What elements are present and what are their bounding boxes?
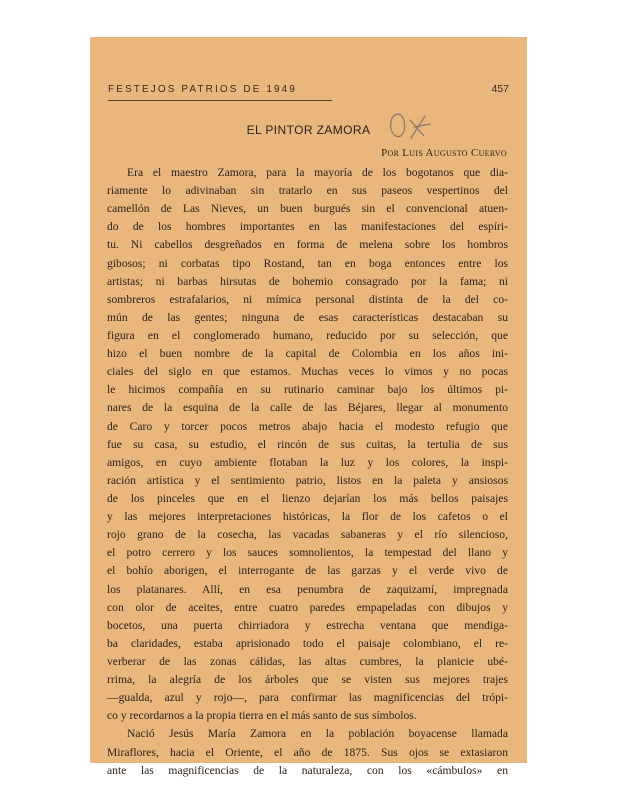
body-line: do de los hombres importantes en las manifestaciones del espíri- <box>107 220 508 234</box>
article-byline: Por Luis Augusto Cuervo <box>381 147 507 159</box>
body-line: —gualda, azul y rojo—, para confirmar las magnificencias del trópi- <box>107 691 508 705</box>
article-body <box>107 164 508 780</box>
body-line: Miraflores, hacia el Oriente, el año de 1875. Sus ojos se extasiaron <box>107 745 508 759</box>
body-line: sombreros estrafalarios, ni mímica personal distinta de la del co- <box>107 292 508 306</box>
article-title: EL PINTOR ZAMORA <box>246 123 371 137</box>
body-line: amigos, en cuyo ambiente flotaban la luz y los colores, la inspi- <box>107 455 508 469</box>
body-line: con olor de aceites, entre cuatro paredes empapeladas con dibujos y <box>107 600 508 614</box>
body-line: co y recordarnos a la propia tierra en el más santo de sus símbolos. <box>107 709 417 723</box>
body-line: el potro cerrero y los sauces somnolientos, la tempestad del llano y <box>107 546 508 560</box>
body-line: camellón de Las Nieves, un buen burgués sin el convencional atuen- <box>107 202 508 216</box>
body-line: ba claridades, estaba aprisionado todo el paisaje colombiano, el re- <box>107 636 508 650</box>
body-line: Nació Jesús María Zamora en la población boyacense llamada <box>127 727 508 741</box>
body-line: hizo el buen nombre de la capital de Colombia en los años ini- <box>107 347 508 361</box>
page-number: 457 <box>491 83 509 95</box>
body-line: los platanares. Allí, en esa penumbra de zaquizamí, impregnada <box>107 582 508 596</box>
body-line: rojo grano de la cosecha, las vacadas sabaneras y el río silencioso, <box>107 528 508 542</box>
header-rule <box>108 100 332 101</box>
body-line: ciales del siglo en que estamos. Muchas veces lo vimos y no pocas <box>107 365 508 379</box>
body-line: el bohío aborigen, el interrogante de las garzas y el verde vivo de <box>107 564 508 578</box>
body-line: fue su casa, su estudio, el rincón de sus cuitas, la tertulia de sus <box>107 437 508 451</box>
running-head: FESTEJOS PATRIOS DE 1949 <box>108 84 297 95</box>
body-line: gibosos; ni corbatas tipo Rostand, tan en boga entonces entre los <box>107 256 508 270</box>
body-line: Era el maestro Zamora, para la mayoría de los bogotanos que dia- <box>127 166 508 179</box>
body-line: figura en el conglomerado humano, reducido por su selección, que <box>107 328 508 342</box>
body-line: ración artística y el sentimiento patrio, listos en la paleta y ansiosos <box>107 473 508 487</box>
book-page <box>90 37 527 777</box>
body-line: bocetos, una puerta chirriadora y estrecha ventana que mendiga- <box>107 618 508 632</box>
body-line: tu. Ni cabellos desgreñados en forma de melena sobre los hombros <box>107 238 508 252</box>
body-line: y las mejores interpretaciones históricas, la flor de los cafetos o el <box>107 510 508 524</box>
body-line: ante las magnificencias de la naturaleza, con los «cámbulos» en <box>107 763 508 777</box>
body-line: verberar de las zonas cálidas, las altas cumbres, la planicie ubé- <box>107 654 508 668</box>
body-line: de los pinceles que en el lienzo dejarían los más bellos paisajes <box>107 491 508 505</box>
handwritten-margin-note <box>387 109 433 143</box>
body-line: le hicimos compañía en su rutinario caminar bajo los últimos pi- <box>107 383 508 397</box>
body-line: de Caro y torcer pocos metros abajo hacia el modesto refugio que <box>107 419 508 433</box>
body-line: nares de la esquina de la calle de las Béjares, llegar al monumento <box>107 401 508 415</box>
body-line: riamente lo adivinaban sin tratarlo en sus paseos vespertinos del <box>107 184 508 198</box>
body-line: mún de las gentes; ninguna de esas características destacaban su <box>107 310 508 324</box>
body-line: rrima, la alegría de los árboles que se visten sus mejores trajes <box>107 673 508 687</box>
body-line: artistas; ni barbas hirsutas de bohemio consagrado por la fama; ni <box>107 274 508 288</box>
